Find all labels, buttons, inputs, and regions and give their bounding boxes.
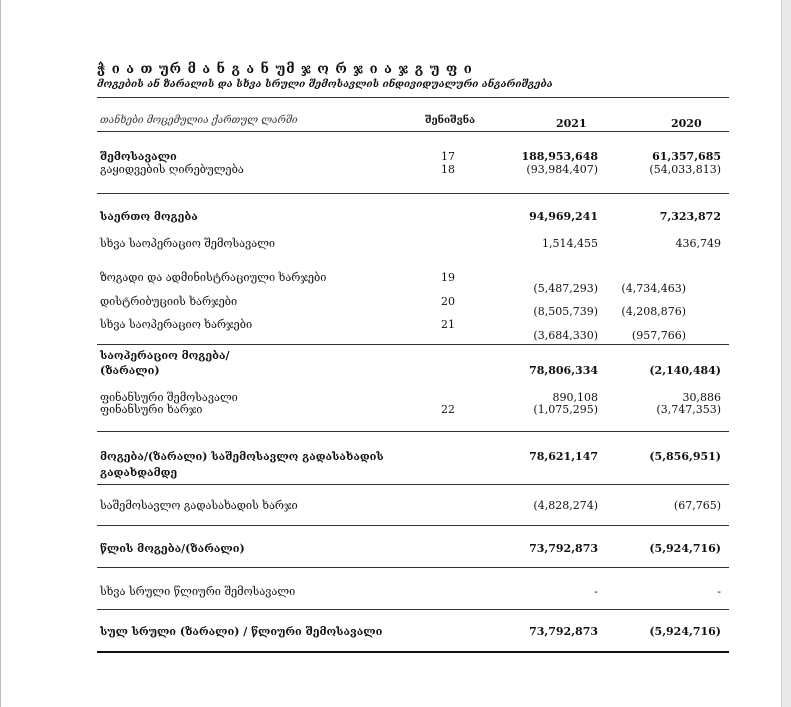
- row-profit-2021: 73,792,873: [529, 542, 598, 555]
- column-header-2021: 2021: [556, 117, 587, 130]
- row-oci-2021: -: [594, 585, 598, 598]
- row-admin-2020: (4,734,463): [621, 282, 686, 295]
- row-other-income-2020: 436,749: [675, 237, 721, 250]
- row-gross-2021: 94,969,241: [529, 210, 598, 223]
- row-operating-2020: (2,140,484): [649, 364, 721, 377]
- row-cos-2021: (93,984,407): [526, 163, 598, 176]
- column-header-note: შენიშვნა: [425, 115, 476, 126]
- row-other-exp-2021: (3,684,330): [533, 329, 598, 342]
- row-tax-2020: (67,765): [673, 499, 721, 512]
- header-bottom-rule: [97, 131, 729, 132]
- rule-after-oci: [97, 609, 729, 610]
- row-distribution-label: დისტრიბუციის ხარჯები: [100, 295, 238, 308]
- row-fin-cost-2020: (3,747,353): [656, 403, 721, 416]
- rule-after-cos: [97, 193, 729, 194]
- row-pretax-label-2: გადახდამდე: [100, 466, 178, 479]
- row-other-exp-note: 21: [441, 318, 455, 331]
- row-fin-cost-note: 22: [441, 403, 455, 416]
- row-other-income-label: სხვა საოპერაციო შემოსავალი: [100, 237, 276, 250]
- scrollbar-track[interactable]: [781, 0, 791, 707]
- header-top-rule: [97, 97, 729, 98]
- row-profit-label: წლის მოგება/(ზარალი): [100, 542, 245, 555]
- row-admin-note: 19: [441, 271, 455, 284]
- document-title: ჭ ი ა თ ურ მ ა ნ გ ა ნ უმ ჯ ო რ ჯ ი ა ჯ გ უ ფ ი: [97, 62, 473, 77]
- row-fin-income-2020: 30,886: [682, 391, 721, 404]
- row-admin-2021: (5,487,293): [533, 282, 598, 295]
- row-distribution-2021: (8,505,739): [533, 305, 598, 318]
- row-operating-2021: 78,806,334: [529, 364, 598, 377]
- row-fin-income-label: ფინანსური შემოსავალი: [100, 391, 238, 404]
- page-frame-left: [0, 0, 1, 707]
- row-fin-cost-2021: (1,075,295): [533, 403, 598, 416]
- row-cos-note: 18: [441, 163, 455, 176]
- row-cos-2020: (54,033,813): [649, 163, 721, 176]
- row-oci-label: სხვა სრული წლიური შემოსავალი: [100, 585, 296, 598]
- currency-note: თანხები მოცემულია ქართულ ლარში: [100, 115, 298, 126]
- row-revenue-2021: 188,953,648: [521, 150, 598, 163]
- row-gross-label: საერთო მოგება: [100, 210, 198, 223]
- table-bottom-rule: [97, 651, 729, 653]
- row-admin-label: ზოგადი და ადმინისტრაციული ხარჯები: [100, 271, 327, 284]
- row-pretax-label-1: მოგება/(ზარალი) საშემოსავლო გადასახადის: [100, 450, 384, 463]
- rule-after-fin-cost: [97, 431, 729, 432]
- document-subtitle: მოგების ან ზარალის და სხვა სრული შემოსავლის ინდივიდუალური ანგარიშგება: [97, 79, 553, 90]
- row-tax-label: საშემოსავლო გადასახადის ხარჯი: [100, 499, 298, 512]
- row-total-2020: (5,924,716): [649, 625, 721, 638]
- row-revenue-note: 17: [441, 150, 455, 163]
- row-cos-label: გაყიდვების ღირებულება: [100, 163, 244, 176]
- row-tax-2021: (4,828,274): [533, 499, 598, 512]
- column-header-2020: 2020: [671, 117, 702, 130]
- row-other-income-2021: 1,514,455: [542, 237, 598, 250]
- row-revenue-label: შემოსავალი: [100, 150, 177, 163]
- rule-after-other-exp: [97, 344, 729, 345]
- row-gross-2020: 7,323,872: [659, 210, 721, 223]
- rule-after-tax: [97, 525, 729, 526]
- row-total-label: სულ სრული (ზარალი) / წლიური შემოსავალი: [100, 625, 383, 638]
- row-fin-income-2021: 890,108: [552, 391, 598, 404]
- row-distribution-note: 20: [441, 295, 455, 308]
- row-pretax-2021: 78,621,147: [529, 450, 598, 463]
- row-operating-label-1: საოპერაციო მოგება/: [100, 349, 230, 362]
- row-pretax-2020: (5,856,951): [649, 450, 721, 463]
- rule-after-profit: [97, 567, 729, 568]
- row-operating-label-2: (ზარალი): [100, 364, 160, 377]
- row-other-exp-2020: (957,766): [631, 329, 686, 342]
- row-total-2021: 73,792,873: [529, 625, 598, 638]
- rule-after-pretax: [97, 484, 729, 485]
- row-distribution-2020: (4,208,876): [621, 305, 686, 318]
- row-profit-2020: (5,924,716): [649, 542, 721, 555]
- row-oci-2020: -: [717, 585, 721, 598]
- row-fin-cost-label: ფინანსური ხარჯი: [100, 403, 203, 416]
- row-revenue-2020: 61,357,685: [652, 150, 721, 163]
- row-other-exp-label: სხვა საოპერაციო ხარჯები: [100, 318, 253, 331]
